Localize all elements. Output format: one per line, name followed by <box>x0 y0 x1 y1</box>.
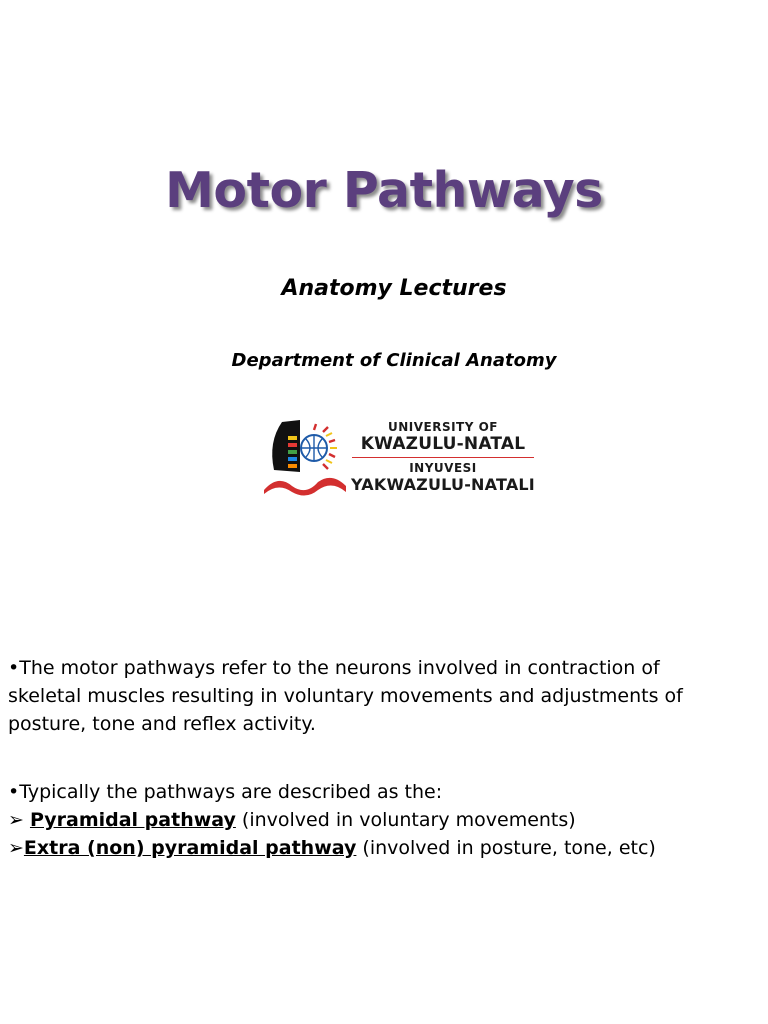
logo-line-4: YAKWAZULU-NATALI <box>351 475 535 494</box>
intro-line: skeletal muscles resulting in voluntary movements and adjustments of <box>8 685 683 707</box>
arrow-bullet-icon: ➢ <box>8 809 30 831</box>
slide-subtitle: Anatomy Lectures <box>281 276 507 301</box>
logo-line-1: UNIVERSITY OF <box>387 420 499 434</box>
list-item-pyramidal <box>8 806 760 834</box>
intro-line: •The motor pathways refer to the neurons involved in contraction of <box>8 657 660 679</box>
slide-title: Motor Pathways <box>165 162 603 219</box>
pathway-list <box>8 778 760 862</box>
university-logo <box>260 412 540 498</box>
list-intro: •Typically the pathways are described as the: <box>8 781 443 803</box>
logo-divider <box>352 457 534 458</box>
extrapyramidal-description: (involved in posture, tone, etc) <box>356 837 656 859</box>
pyramidal-term: Pyramidal pathway <box>29 809 236 831</box>
content-slide <box>0 512 768 1024</box>
list-item-extrapyramidal <box>8 834 760 862</box>
arrow-bullet-icon: ➢ <box>8 837 24 859</box>
logo-line-3: INYUVESI <box>409 461 477 475</box>
extrapyramidal-term: Extra (non) pyramidal pathway <box>23 837 357 859</box>
pyramidal-description: (involved in voluntary movements) <box>235 809 576 831</box>
intro-paragraph <box>8 654 760 738</box>
intro-line: posture, tone and reflex activity. <box>8 713 316 735</box>
department-name: Department of Clinical Anatomy <box>231 350 557 371</box>
logo-line-2: KWAZULU-NATAL <box>360 434 526 454</box>
logo-wordmark <box>348 420 538 495</box>
university-emblem-icon <box>260 412 350 498</box>
